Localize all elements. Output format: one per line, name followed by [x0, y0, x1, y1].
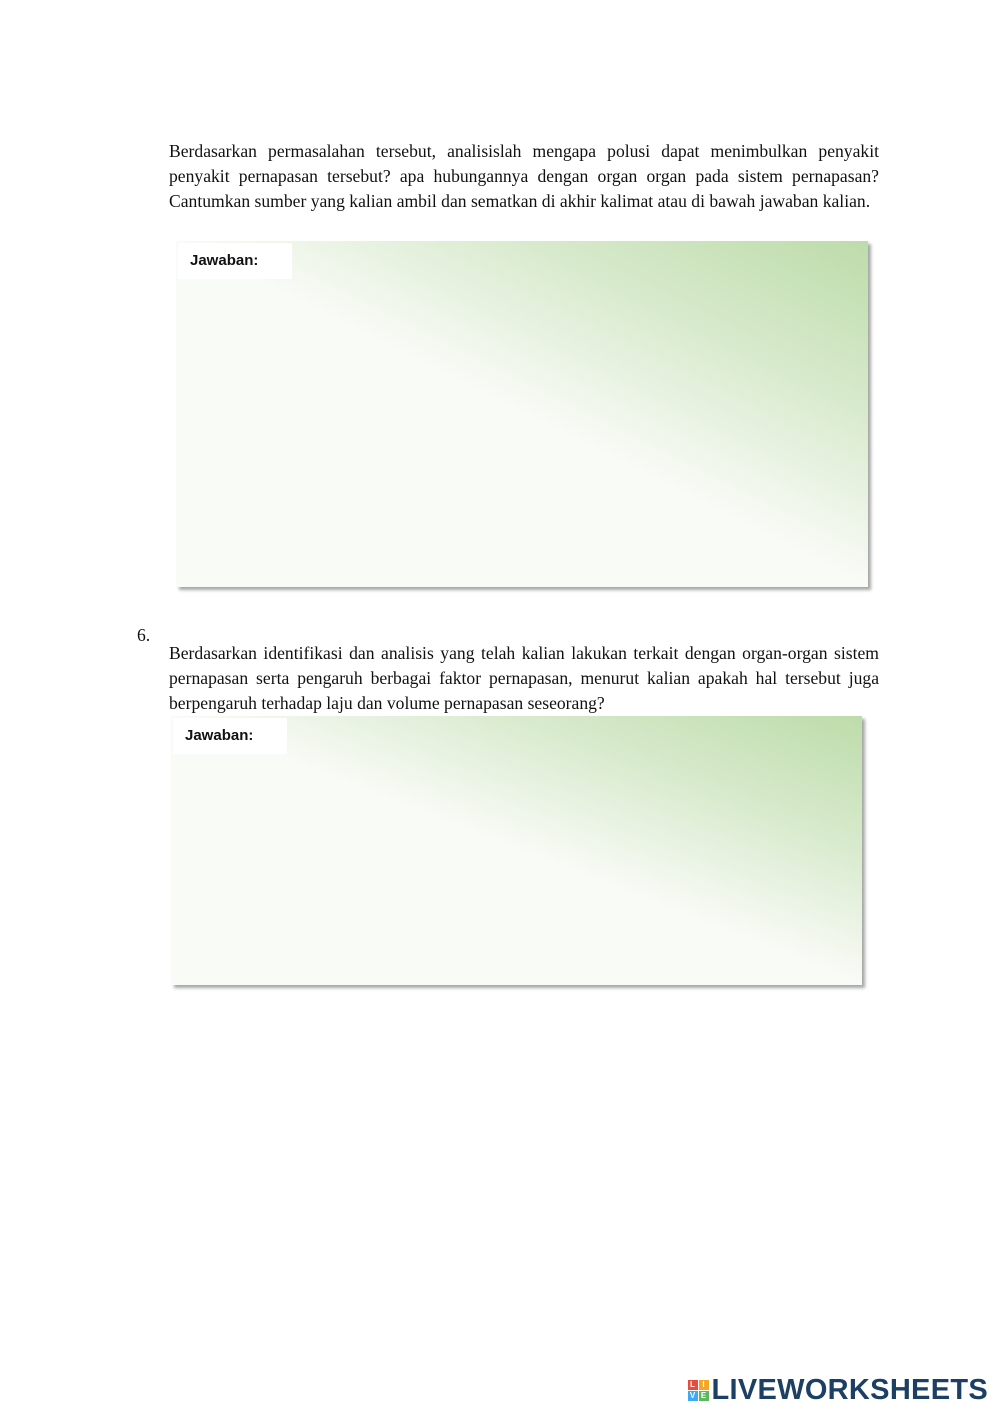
- logo-mark-letter: E: [699, 1391, 709, 1401]
- question-6-number: 6.: [137, 625, 151, 645]
- logo-mark-letter: L: [688, 1380, 698, 1390]
- logo-mark-icon: [688, 1380, 709, 1401]
- question-intro-text: Berdasarkan permasalahan tersebut, analisislah mengapa polusi dapat menimbulkan penyakit penyakit pernapasan tersebut? apa hubungannya dengan organ organ pada sistem pernapasan? Cantumkan sumber yang kalian ambil dan sematkan di akhir kalimat atau di bawah jawaban kalian.: [169, 140, 879, 211]
- liveworksheets-logo: [688, 1372, 989, 1408]
- answer-label: Jawaban:: [173, 718, 287, 754]
- answer-label: Jawaban:: [178, 243, 292, 279]
- answer-box-1[interactable]: [176, 241, 868, 587]
- answer-box-2[interactable]: [171, 716, 862, 985]
- logo-mark-letter: I: [699, 1380, 709, 1390]
- question-6-text: Berdasarkan identifikasi dan analisis yang telah kalian lakukan terkait dengan organ-organ sistem pernapasan serta pengaruh berbagai faktor pernapasan, menurut kalian apakah hal tersebut juga berpengaruh terhadap laju dan volume pernapasan seseorang?: [169, 642, 879, 713]
- logo-text: LIVEWORKSHEETS: [711, 1373, 988, 1406]
- logo-mark-letter: V: [688, 1391, 698, 1401]
